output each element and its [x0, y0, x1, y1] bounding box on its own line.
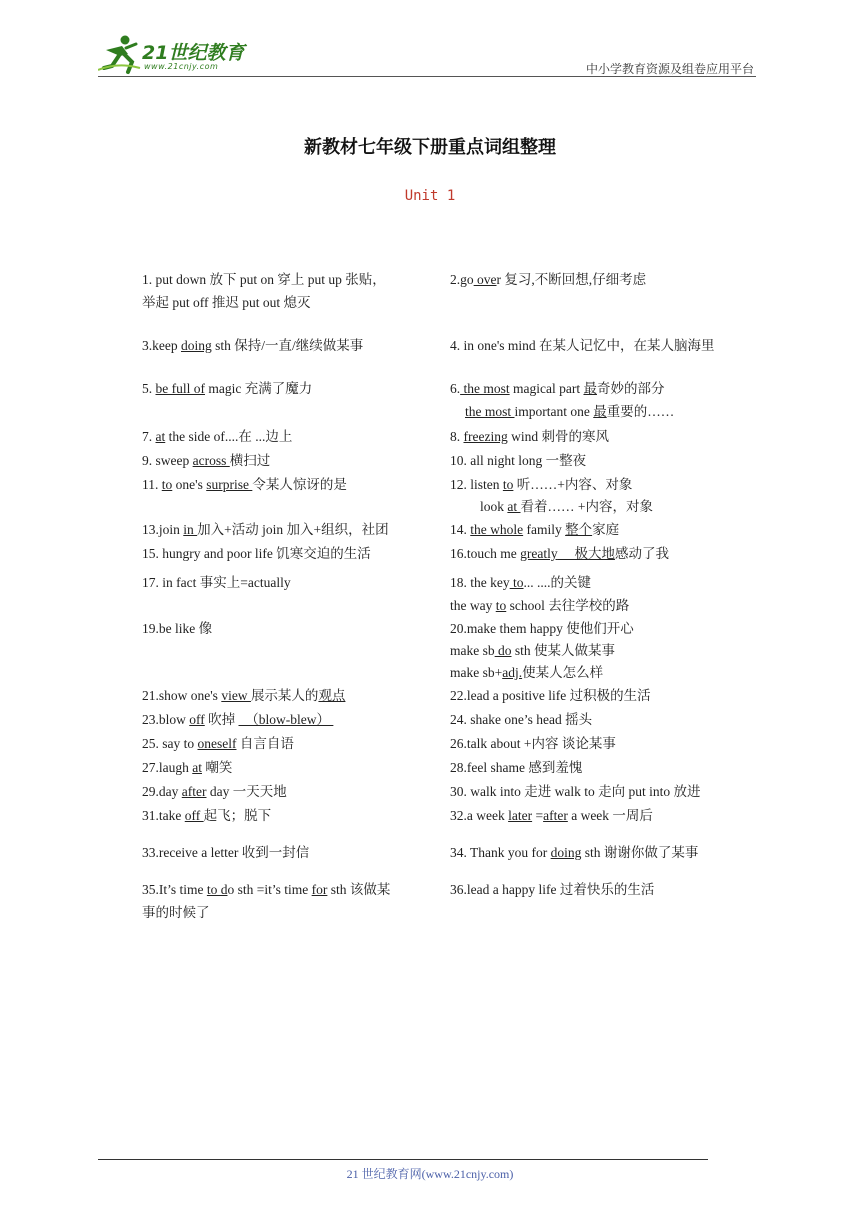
phrase-entry-3: 3.keep doing sth 保持/一直/继续做某事	[142, 338, 364, 353]
phrase-entry-1: 1. put down 放下 put on 穿上 put up 张贴， 举起 put off 推迟 put out 熄灭	[142, 272, 386, 310]
phrase-entry-21: 21.show one's view 展示某人的观点	[142, 688, 346, 703]
phrase-entry-32: 32.a week later =after a week 一周后	[450, 808, 653, 823]
phrase-entry-15: 15. hungry and poor life 饥寒交迫的生活	[142, 546, 371, 561]
phrase-entry-23: 23.blow off 吹掉 （blow-blew）	[142, 712, 334, 727]
header-platform-text: 中小学教育资源及组卷应用平台	[585, 62, 754, 76]
phrase-entry-22: 22.lead a positive life 过积极的生活	[450, 688, 651, 703]
unit-heading: Unit 1	[404, 188, 456, 204]
phrase-entry-2: 2.go over 复习,不断回想,仔细考虑	[450, 272, 647, 287]
phrase-entry-9: 9. sweep across 横扫过	[142, 453, 271, 468]
phrase-entry-28: 28.feel shame 感到羞愧	[450, 760, 583, 775]
phrase-entry-34: 34. Thank you for doing sth 谢谢你做了某事	[450, 845, 699, 860]
page-header	[98, 30, 756, 78]
header-divider	[98, 76, 756, 77]
phrase-entry-8: 8. freezing wind 刺骨的寒风	[450, 429, 609, 444]
phrase-entry-20: 20.make them happy 使他们开心	[450, 621, 634, 636]
logo-text: 21世纪教育	[142, 42, 245, 64]
phrase-entry-11: 11. to one's surprise 令某人惊讶的是	[142, 477, 347, 492]
phrase-entry-6b: the most important one 最重要的……	[465, 404, 675, 419]
phrase-entry-31: 31.take off 起飞；脱下	[142, 808, 272, 823]
phrase-entry-18b: the way to school 去往学校的路	[450, 598, 630, 613]
phrase-entry-10: 10. all night long 一整夜	[450, 453, 587, 468]
phrase-entry-26: 26.talk about +内容 谈论某事	[450, 736, 616, 751]
phrase-entry-14: 14. the whole family 整个家庭	[450, 522, 620, 537]
footer-divider	[98, 1159, 708, 1160]
phrase-entry-20c: make sb+adj.使某人怎么样	[450, 665, 604, 680]
phrase-entry-25: 25. say to oneself 自言自语	[142, 736, 294, 751]
logo-url: www.21cnjy.com	[144, 62, 219, 71]
phrase-entry-30: 30. walk into 走进 walk to 走向 put into 放进	[450, 784, 701, 799]
phrase-entry-17: 17. in fact 事实上=actually	[142, 575, 291, 590]
phrase-entry-12: 12. listen to 听……+内容、对象	[450, 477, 633, 492]
phrase-entry-12b: look at 看着…… +内容，对象	[480, 499, 654, 514]
phrase-entry-7: 7. at the side of....在 ...边上	[142, 429, 293, 444]
phrase-entry-19: 19.be like 像	[142, 621, 213, 636]
phrase-entry-5: 5. be full of magic 充满了魔力	[142, 381, 313, 396]
phrase-entry-4: 4. in one's mind 在某人记忆中，在某人脑海里	[450, 338, 715, 353]
phrase-entry-35: 35.It’s time to do sth =it’s time for sth 该做某 事的时候了	[142, 882, 391, 920]
footer-link[interactable]: 21 世纪教育网(www.21cnjy.com)	[346, 1167, 514, 1181]
phrase-entry-36: 36.lead a happy life 过着快乐的生活	[450, 882, 655, 897]
phrase-entry-33: 33.receive a letter 收到一封信	[142, 845, 310, 860]
document-title: 新教材七年级下册重点词组整理	[304, 137, 556, 158]
site-logo[interactable]	[98, 32, 258, 76]
phrase-entry-24: 24. shake one’s head 摇头	[450, 712, 593, 727]
phrase-entry-16: 16.touch me greatly 极大地感动了我	[450, 546, 669, 561]
phrase-entry-20b: make sb do sth 使某人做某事	[450, 643, 616, 658]
phrase-entry-27: 27.laugh at 嘲笑	[142, 760, 233, 775]
phrase-entry-29: 29.day after day 一天天地	[142, 784, 287, 799]
phrase-entry-18: 18. the key to... ....的关键	[450, 575, 592, 590]
runner-icon	[98, 32, 142, 76]
phrase-entry-13: 13.join in 加入+活动 join 加入+组织，社团	[142, 522, 389, 537]
phrase-entry-6: 6. the most magical part 最奇妙的部分	[450, 381, 665, 396]
